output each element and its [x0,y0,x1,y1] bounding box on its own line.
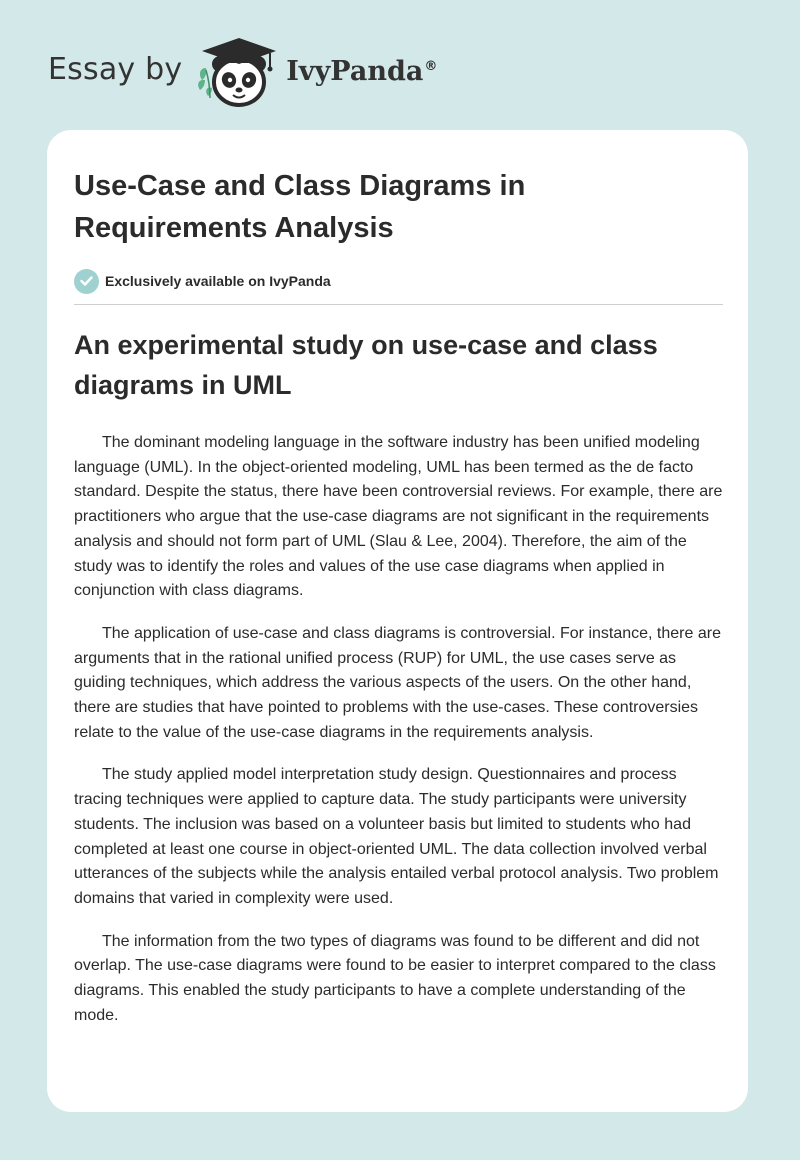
exclusive-notice [74,268,723,294]
registered-mark: ® [424,58,438,74]
site-header [48,34,437,110]
article-subtitle: An experimental study on use-case and class diagrams in UML [74,330,658,400]
panda-graduate-logo-icon[interactable] [196,34,284,110]
article-body [74,431,723,1028]
paragraph: The dominant modeling language in the software industry has been unified modeling language (UML). In the object-oriented modeling, UML has been termed as the de facto standard. Despite the status, there have been controversial reviews. For example, there are practitioners who argue that the use-case diagrams are not significant in the requirements analysis and should not form part of UML (Slau & Lee, 2004). Therefore, the aim of the study was to identify the roles and values of the use case diagrams when applied in conjunction with class diagrams. [74,434,723,600]
brand-prefix: Essay by [48,51,183,87]
paragraph: The application of use-case and class diagrams is controversial. For instance, there are arguments that in the rational unified process (RUP) for UML, the use cases serve as guiding techniques, which address the various aspects of the users. On the other hand, there are studies that have pointed to problems with the use-cases. These controversies relate to the value of the use-case diagrams in the requirements analysis. [74,624,721,741]
article-content [74,130,723,1046]
check-circle-icon [74,269,99,294]
brand-name[interactable] [286,56,437,87]
title-divider [74,304,723,305]
article-card [47,130,748,1112]
article-title: Use-Case and Class Diagrams in Requirements Analysis [74,170,526,244]
exclusive-text: Exclusively available on IvyPanda [105,273,331,289]
brand-name-text: IvyPanda [286,55,424,87]
paragraph: The study applied model interpretation study design. Questionnaires and process tracing techniques were applied to capture data. The study participants were university students. The inclusion was based on a volunteer basis but limited to students who had completed at least one course in object-oriented UML. The data collection involved verbal utterances of the subjects while the analysis entailed verbal protocol analysis. Two problem domains that varied in complexity were used. [74,766,719,907]
paragraph: The information from the two types of diagrams was found to be different and did not overlap. The use-case diagrams were found to be easier to interpret compared to the class diagrams. This enabled the study participants to have a complete understanding of the mode. [74,932,716,1024]
